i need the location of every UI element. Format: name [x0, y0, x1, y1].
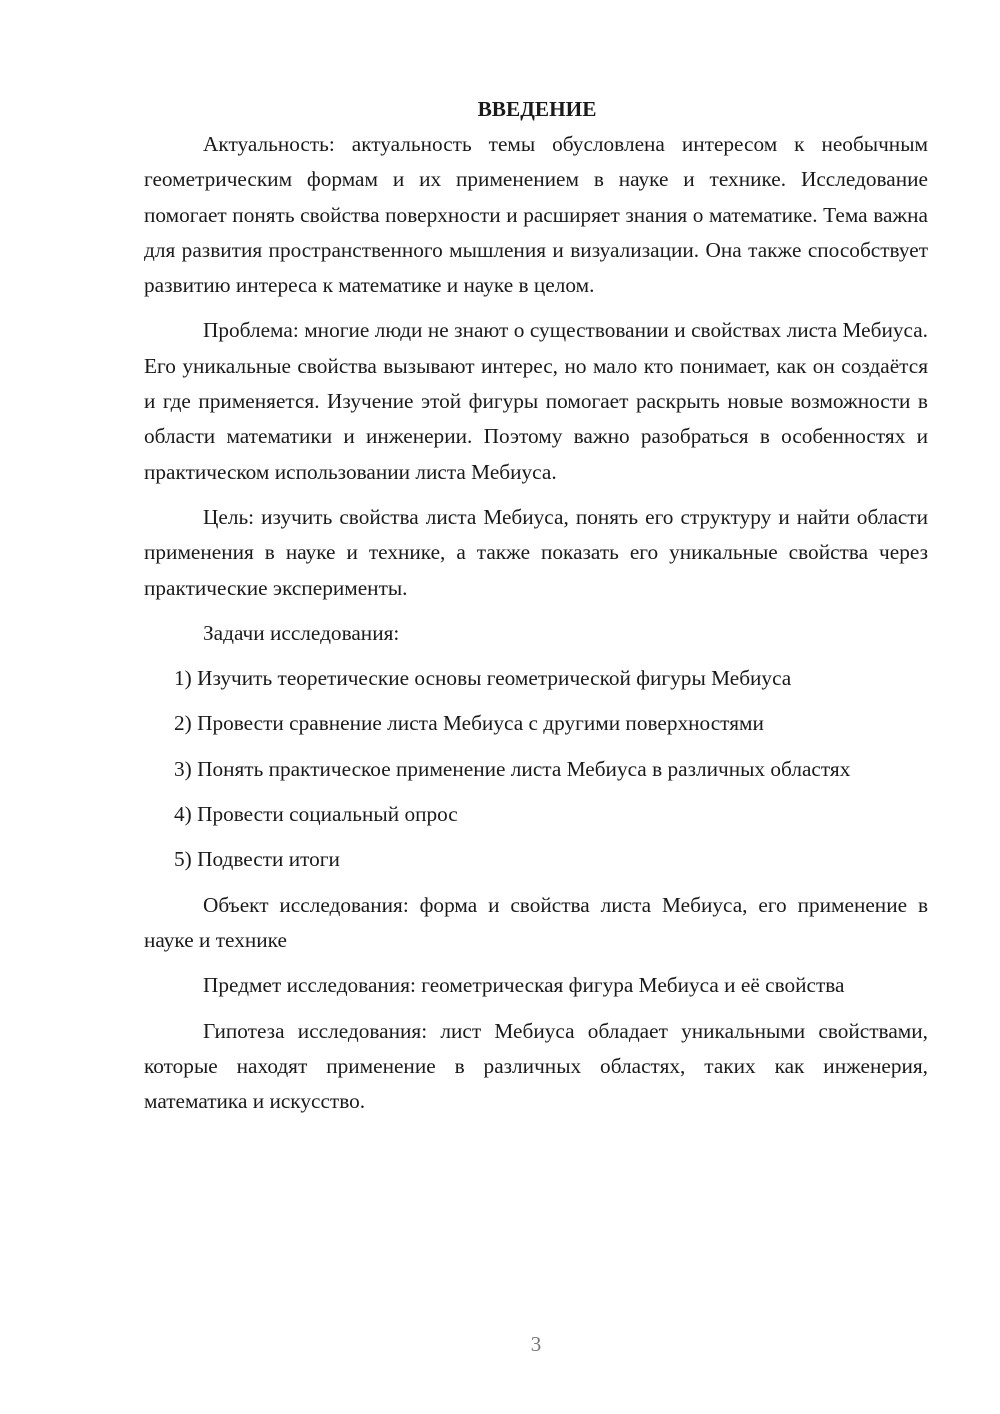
list-item: 5) Подвести итоги	[174, 847, 340, 872]
paragraph-goal: Цель: изучить свойства листа Мебиуса, понять его структуру и найти области применения в науке и технике, а также показать его уникальные свойства через практические эксперименты.	[144, 504, 928, 600]
page-title: ВВЕДЕНИЕ	[477, 97, 597, 121]
list-item: 3) Понять практическое применение листа Мебиуса в различных областях	[174, 756, 851, 781]
document-page	[144, 92, 928, 1119]
paragraph-object: Объект исследования: форма и свойства листа Мебиуса, его применение в науке и технике	[144, 892, 928, 952]
paragraph-relevance: Актуальность: актуальность темы обусловлена интересом к необычным геометрическим формам и их применением в науке и технике. Исследование помогает понять свойства поверхности и расширяет знания о математике. Тема важна для развития пространственного мышления и визуализации. Она также способствует развитию интереса к математике и науке в целом.	[144, 132, 928, 298]
list-item: 1) Изучить теоретические основы геометрической фигуры Мебиуса	[174, 666, 792, 691]
list-item: 4) Провести социальный опрос	[174, 802, 458, 827]
paragraph-hypothesis: Гипотеза исследования: лист Мебиуса обладает уникальными свойствами, которые находят применение в различных областях, таких как инженерия, математика и искусство.	[144, 1018, 928, 1114]
tasks-heading: Задачи исследования:	[203, 620, 400, 645]
paragraph-problem: Проблема: многие люди не знают о существовании и свойствах листа Мебиуса. Его уникальные свойства вызывают интерес, но мало кто понимает, как он создаётся и где применяется. Изучение этой фигуры помогает раскрыть новые возможности в области математики и инженерии. Поэтому важно разобраться в особенностях и практическом использовании листа Мебиуса.	[144, 318, 928, 484]
tasks-list	[144, 661, 928, 877]
list-item: 2) Провести сравнение листа Мебиуса с другими поверхностями	[174, 711, 764, 736]
paragraph-subject: Предмет исследования: геометрическая фигура Мебиуса и её свойства	[203, 973, 845, 998]
page-number: 3	[530, 1332, 542, 1356]
